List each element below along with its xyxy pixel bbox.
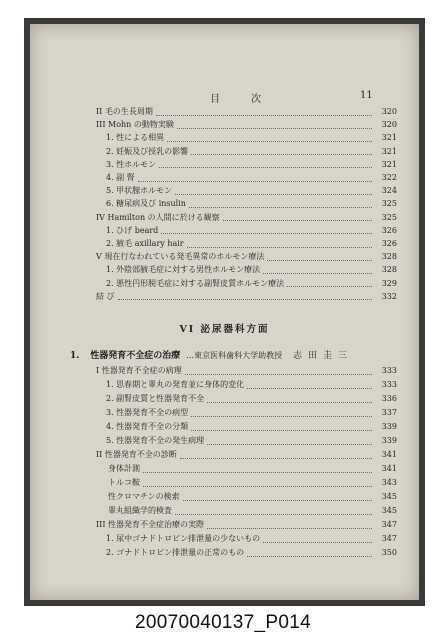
toc-entry-page: 339	[381, 422, 397, 431]
toc-entry-page: 337	[381, 408, 397, 417]
toc-entry-title: 身体計測	[108, 464, 140, 473]
toc-entry-page: 350	[381, 548, 397, 557]
toc-leader-dots	[175, 188, 372, 195]
toc-entry	[106, 278, 397, 290]
toc-entry	[108, 477, 397, 489]
toc-entry	[96, 119, 397, 131]
toc-entry-page: 326	[381, 239, 397, 248]
toc-leader-dots	[187, 241, 372, 248]
toc-entry-title: トルコ鞍	[108, 478, 140, 487]
toc-leader-dots	[263, 267, 372, 274]
toc-leader-dots	[183, 494, 372, 501]
toc-leader-dots	[138, 175, 372, 182]
toc-entry-page: 320	[381, 107, 397, 116]
toc-entry	[106, 159, 397, 171]
toc-entry-title: 1. 尿中ゴナドトロピン排泄量の少ないもの	[106, 534, 261, 543]
running-header-page-number: 11	[360, 90, 373, 101]
toc-entry-title: V 現在行なわれている発毛異常のホルモン療法	[96, 252, 265, 262]
toc-entry-title: 1. 性による相異	[106, 133, 165, 143]
toc-entry-title: 睾丸組織学的検査	[108, 506, 172, 515]
toc-leader-dots	[223, 214, 372, 221]
toc-entry-page: 339	[381, 436, 397, 445]
toc-entry	[96, 291, 397, 303]
toc-leader-dots	[287, 280, 372, 287]
toc-entry-title: III 性器発育不全症治療の実際	[96, 520, 205, 529]
toc-entry	[106, 435, 397, 447]
toc-entry-page: 341	[381, 464, 397, 473]
toc-entry-page: 321	[381, 146, 397, 156]
toc-leader-dots	[191, 410, 372, 417]
toc-entry-page: 345	[381, 492, 397, 501]
toc-entry-title: IV Hamilton の人間に於ける観察	[96, 212, 220, 222]
toc-entry-page: 325	[381, 212, 397, 222]
toc-entry-page: 328	[381, 252, 397, 262]
toc-entry-title: 4. 性器発育不全の分類	[106, 422, 189, 431]
toc-entry-title: 5. 甲状腺ホルモン	[106, 186, 173, 196]
toc-entry-title: 1. ひげ beard	[106, 225, 159, 235]
toc-entry-page: 321	[381, 159, 397, 169]
toc-entry	[108, 491, 397, 503]
toc-entry-page: 341	[381, 450, 397, 459]
toc-leader-dots	[207, 438, 372, 445]
toc-entry	[108, 463, 397, 475]
main-entry-title: 性器発育不全症の治療	[90, 351, 181, 361]
toc-entry-page: 326	[381, 225, 397, 235]
toc-leader-dots	[267, 254, 372, 261]
toc-entry	[106, 185, 397, 197]
toc-entry-page: 325	[381, 199, 397, 209]
toc-entry	[106, 198, 397, 210]
toc-entry-page: 322	[381, 173, 397, 182]
toc-entry-page: 343	[381, 478, 397, 487]
toc-entry-title: 5. 性器発育不全の発生病理	[106, 436, 205, 445]
toc-entry	[106, 533, 397, 545]
toc-leader-dots	[263, 536, 372, 543]
toc-leader-dots	[175, 508, 372, 515]
toc-entry-title: 1. 外陰部腋毛症に対する男性ホルモン療法	[106, 265, 261, 275]
toc-entry	[106, 393, 397, 405]
toc-entry	[106, 172, 397, 184]
toc-entry	[106, 407, 397, 419]
toc-entry-title: 性クロマチンの検索	[108, 492, 180, 501]
toc-entry	[106, 379, 397, 391]
main-entry-number: 1.	[70, 351, 80, 361]
toc-leader-dots	[247, 550, 372, 557]
toc-entry-title: 1. 思春期と睾丸の発育並に身体的変化	[106, 380, 245, 389]
toc-leader-dots	[185, 368, 372, 375]
toc-entry-page: 336	[381, 394, 397, 403]
toc-entry	[106, 146, 397, 158]
toc-entry	[106, 238, 397, 250]
toc-leader-dots	[156, 109, 372, 116]
toc-entry	[96, 106, 397, 118]
toc-leader-dots	[143, 466, 372, 473]
toc-entry-title: 2. 悪性円形脱毛症に対する副腎皮質ホルモン療法	[106, 278, 285, 288]
toc-leader-dots	[143, 480, 372, 487]
toc-entry-title: 2. 妊娠及び授乳の影響	[106, 146, 189, 156]
section-heading: VI 泌尿器科方面	[179, 324, 270, 335]
toc-entry	[106, 547, 397, 559]
book-page	[30, 24, 419, 600]
toc-entry-page: 324	[381, 186, 397, 196]
toc-leader-dots	[189, 201, 372, 208]
toc-entry-title: 結 び	[96, 291, 115, 301]
toc-entry-title: II 毛の生長周期	[96, 107, 153, 116]
toc-entry	[106, 132, 397, 144]
toc-entry-title: 2. ゴナドトロピン排泄量の正常のもの	[106, 548, 245, 557]
toc-entry	[108, 505, 397, 517]
toc-leader-dots	[161, 227, 372, 234]
toc-entry-title: 6. 糖尿病及び insulin	[106, 199, 186, 209]
toc-entry-page: 328	[381, 265, 397, 275]
toc-entry	[96, 212, 397, 224]
toc-entry-title: 2. 副腎皮質と性器発育不全	[106, 394, 205, 403]
scanned-page-frame	[24, 18, 425, 606]
toc-entry	[106, 264, 397, 276]
toc-entry-page: 347	[381, 520, 397, 529]
toc-entry	[96, 251, 397, 263]
toc-leader-dots	[180, 452, 372, 459]
toc-entry-title: 3. 性ホルモン	[106, 159, 157, 169]
toc-entry-title: 3. 性器発育不全の病型	[106, 408, 189, 417]
toc-leader-dots	[207, 396, 372, 403]
toc-entry-page: 333	[381, 380, 397, 389]
running-header-title: 目 次	[210, 94, 276, 105]
toc-leader-dots	[207, 522, 372, 529]
toc-entry-page: 320	[381, 120, 397, 130]
toc-leader-dots	[177, 122, 372, 129]
toc-entry	[106, 421, 397, 433]
toc-entry	[96, 519, 397, 531]
toc-entry	[106, 225, 397, 237]
toc-entry-page: 321	[381, 133, 397, 143]
toc-entry-title: III Mohn の動物実験	[96, 120, 174, 130]
toc-entry-page: 345	[381, 506, 397, 515]
toc-entry-title: 2. 腋毛 axillary hair	[106, 239, 184, 248]
toc-entry-page: 333	[381, 366, 397, 375]
toc-leader-dots	[247, 382, 372, 389]
toc-entry	[96, 449, 397, 461]
toc-leader-dots	[159, 161, 372, 168]
toc-entry-page: 332	[381, 291, 397, 301]
toc-leader-dots	[118, 293, 372, 300]
toc-entry-title: I 性器発育不全症の病理	[96, 366, 182, 375]
toc-entry-page: 329	[381, 278, 397, 288]
toc-leader-dots	[191, 148, 372, 155]
toc-main-entry	[70, 348, 390, 361]
toc-entry-title: II 性器発育不全の診断	[96, 450, 177, 459]
toc-entry-page: 347	[381, 534, 397, 543]
toc-entry-title: 4. 副 腎	[106, 173, 135, 182]
main-entry-author: 志田圭三	[293, 351, 354, 361]
toc-leader-dots	[191, 424, 372, 431]
toc-entry	[96, 365, 397, 377]
main-entry-affiliation: …東京医科歯科大学助教授	[186, 351, 283, 360]
image-caption-id: 20070040137_P014	[135, 612, 311, 633]
toc-leader-dots	[167, 135, 372, 142]
